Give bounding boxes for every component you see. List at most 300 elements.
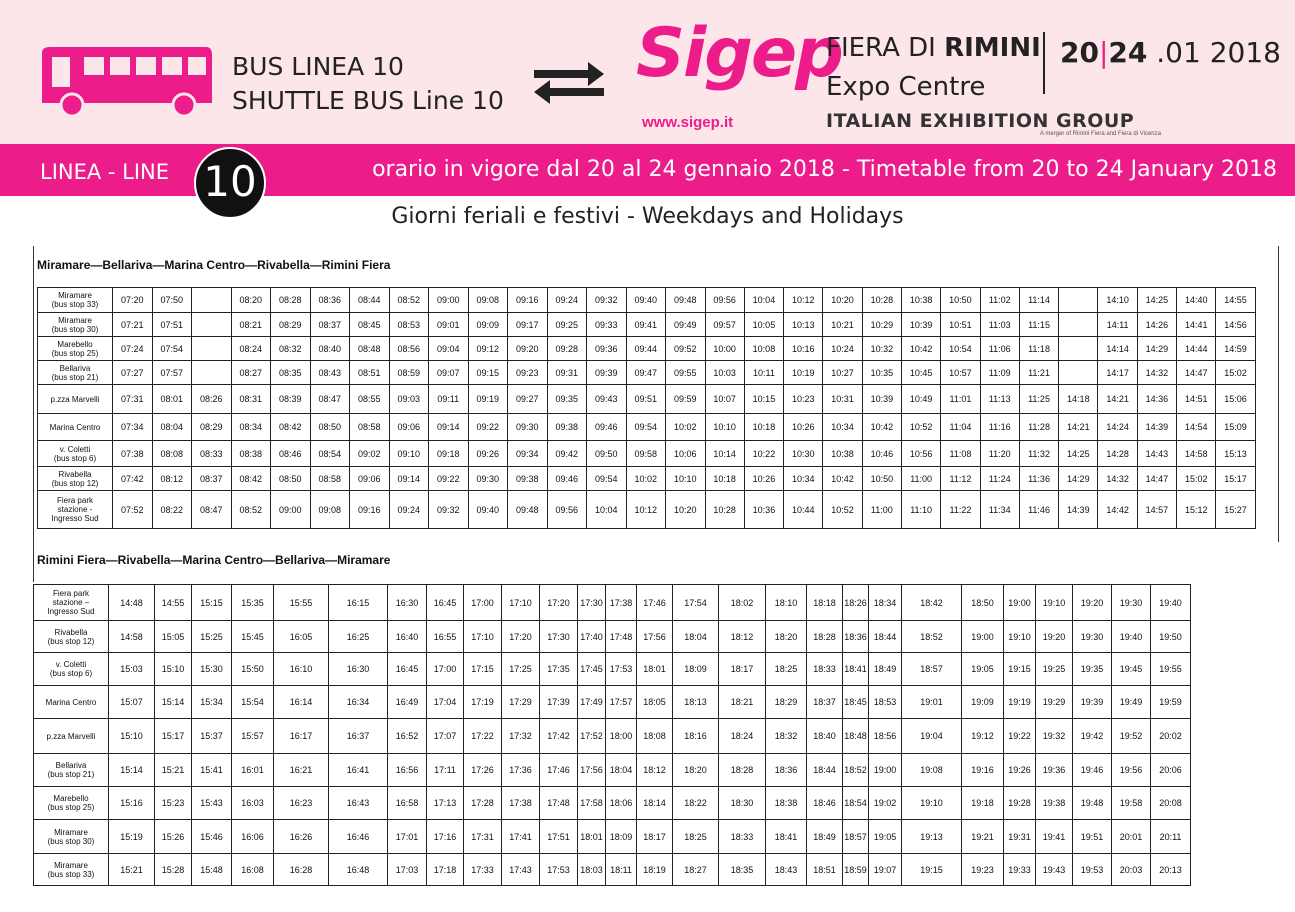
fair-name-bold: RIMINI xyxy=(944,33,1041,63)
departure-time: 08:55 xyxy=(350,385,390,414)
departure-time: 19:43 xyxy=(1036,854,1073,886)
departure-time: 16:23 xyxy=(274,787,329,820)
departure-time: 17:33 xyxy=(464,854,502,886)
validity-text: orario in vigore dal 20 al 24 gennaio 2018 - Timetable from 20 to 24 January 2018 xyxy=(372,157,1277,182)
departure-time: 17:38 xyxy=(606,585,637,621)
table-row xyxy=(38,385,1256,414)
departure-time: 19:05 xyxy=(962,653,1004,686)
departure-time: 16:17 xyxy=(274,719,329,754)
timetable1-title: Miramare—Bellariva—Marina Centro—Rivabella—Rimini Fiera xyxy=(37,258,391,272)
departure-time: 11:32 xyxy=(1019,441,1058,467)
departure-time: 09:01 xyxy=(429,313,469,337)
departure-time: 19:23 xyxy=(962,854,1004,886)
departure-time: 10:23 xyxy=(784,385,823,414)
departure-time xyxy=(1059,313,1098,337)
departure-time: 11:06 xyxy=(980,337,1019,361)
departure-time: 10:20 xyxy=(666,491,706,529)
bus-icon xyxy=(36,45,216,117)
departure-time: 16:15 xyxy=(329,585,388,621)
departure-time: 18:41 xyxy=(766,820,807,854)
departure-time: 10:10 xyxy=(666,467,706,491)
departure-time: 09:36 xyxy=(587,337,627,361)
departure-time: 10:15 xyxy=(744,385,783,414)
departure-time: 15:21 xyxy=(109,854,155,886)
departure-time: 08:27 xyxy=(231,361,271,385)
departure-time: 10:31 xyxy=(823,385,862,414)
stop-name: Rivabella (bus stop 12) xyxy=(34,621,109,653)
departure-time: 08:56 xyxy=(389,337,429,361)
departure-time: 14:51 xyxy=(1177,385,1216,414)
departure-time: 10:50 xyxy=(862,467,901,491)
departure-time: 17:40 xyxy=(578,621,606,653)
departure-time: 18:43 xyxy=(766,854,807,886)
departure-time: 18:08 xyxy=(637,719,673,754)
departure-time: 17:42 xyxy=(540,719,578,754)
departure-time: 10:39 xyxy=(901,313,940,337)
departure-time: 18:09 xyxy=(606,820,637,854)
departure-time: 20:03 xyxy=(1112,854,1151,886)
departure-time: 09:14 xyxy=(429,414,469,441)
departure-time: 10:02 xyxy=(626,467,666,491)
departure-time: 17:51 xyxy=(540,820,578,854)
date-separator: | xyxy=(1098,36,1109,69)
departure-time: 16:40 xyxy=(388,621,427,653)
departure-time: 18:22 xyxy=(673,787,719,820)
stop-name: Rivabella (bus stop 12) xyxy=(38,467,113,491)
departure-time: 10:04 xyxy=(587,491,627,529)
departure-time: 07:54 xyxy=(152,337,192,361)
departure-time: 14:47 xyxy=(1177,361,1216,385)
departure-time: 19:10 xyxy=(1004,621,1036,653)
departure-time: 09:22 xyxy=(468,414,508,441)
departure-time: 10:51 xyxy=(941,313,980,337)
departure-time: 09:31 xyxy=(547,361,587,385)
departure-time: 14:11 xyxy=(1098,313,1137,337)
departure-time: 17:53 xyxy=(606,653,637,686)
departure-time: 19:38 xyxy=(1036,787,1073,820)
departure-time: 15:28 xyxy=(155,854,192,886)
departure-time: 09:24 xyxy=(389,491,429,529)
departure-time: 19:10 xyxy=(1036,585,1073,621)
departure-time: 09:16 xyxy=(508,288,548,313)
departure-time: 15:02 xyxy=(1216,361,1255,385)
departure-time: 15:57 xyxy=(232,719,274,754)
departure-time: 07:34 xyxy=(113,414,153,441)
departure-time: 17:11 xyxy=(427,754,464,787)
departure-time: 16:55 xyxy=(427,621,464,653)
departure-time: 14:29 xyxy=(1137,337,1176,361)
departure-time: 08:08 xyxy=(152,441,192,467)
departure-time: 18:30 xyxy=(719,787,766,820)
departure-time: 19:26 xyxy=(1004,754,1036,787)
departure-time: 17:20 xyxy=(502,621,540,653)
departure-time: 19:48 xyxy=(1073,787,1112,820)
departure-time: 17:03 xyxy=(388,854,427,886)
departure-time: 09:08 xyxy=(310,491,350,529)
departure-time: 14:25 xyxy=(1059,441,1098,467)
departure-time: 10:28 xyxy=(705,491,744,529)
departure-time: 19:46 xyxy=(1073,754,1112,787)
departure-time: 11:09 xyxy=(980,361,1019,385)
departure-time: 15:43 xyxy=(192,787,232,820)
departure-time: 18:42 xyxy=(902,585,962,621)
departure-time: 19:19 xyxy=(1004,686,1036,719)
departure-time: 19:10 xyxy=(902,787,962,820)
table-row xyxy=(34,854,1191,886)
departure-time: 16:25 xyxy=(329,621,388,653)
stop-name: Miramare (bus stop 30) xyxy=(34,820,109,854)
departure-time: 11:08 xyxy=(941,441,980,467)
departure-time: 15:34 xyxy=(192,686,232,719)
departure-time: 17:15 xyxy=(464,653,502,686)
departure-time: 08:52 xyxy=(231,491,271,529)
departure-time: 09:52 xyxy=(666,337,706,361)
departure-time: 16:58 xyxy=(388,787,427,820)
stop-name: Fiera park stazione – Ingresso Sud xyxy=(34,585,109,621)
departure-time: 18:17 xyxy=(719,653,766,686)
departure-time: 11:02 xyxy=(980,288,1019,313)
departure-time: 14:43 xyxy=(1137,441,1176,467)
departure-time: 20:11 xyxy=(1151,820,1191,854)
date-end: 24 xyxy=(1108,36,1148,69)
departure-time: 10:57 xyxy=(941,361,980,385)
departure-time: 18:59 xyxy=(843,854,869,886)
departure-time: 09:46 xyxy=(547,467,587,491)
departure-time: 14:58 xyxy=(1177,441,1216,467)
departure-time: 19:40 xyxy=(1112,621,1151,653)
departure-time: 09:49 xyxy=(666,313,706,337)
departure-time: 10:30 xyxy=(784,441,823,467)
departure-time: 08:38 xyxy=(231,441,271,467)
departure-time: 19:29 xyxy=(1036,686,1073,719)
departure-time: 09:25 xyxy=(547,313,587,337)
departure-time: 08:40 xyxy=(310,337,350,361)
departure-time: 14:25 xyxy=(1137,288,1176,313)
departure-time: 10:38 xyxy=(901,288,940,313)
departure-time: 19:13 xyxy=(902,820,962,854)
departure-time: 17:53 xyxy=(540,854,578,886)
departure-time: 19:02 xyxy=(869,787,902,820)
departure-time xyxy=(192,288,232,313)
departure-time: 09:43 xyxy=(587,385,627,414)
departure-time: 08:28 xyxy=(271,288,311,313)
departure-time: 15:25 xyxy=(192,621,232,653)
departure-time: 19:50 xyxy=(1151,621,1191,653)
departure-time: 14:42 xyxy=(1098,491,1137,529)
departure-time: 16:37 xyxy=(329,719,388,754)
departure-time: 18:18 xyxy=(807,585,843,621)
table-row xyxy=(34,820,1191,854)
departure-time: 08:54 xyxy=(310,441,350,467)
departure-time: 14:10 xyxy=(1098,288,1137,313)
table-row xyxy=(34,585,1191,621)
stop-name: v. Coletti (bus stop 6) xyxy=(38,441,113,467)
departure-time: 10:18 xyxy=(705,467,744,491)
departure-time: 18:10 xyxy=(766,585,807,621)
departure-time: 19:52 xyxy=(1112,719,1151,754)
departure-time: 18:14 xyxy=(637,787,673,820)
departure-time: 18:28 xyxy=(807,621,843,653)
departure-time: 19:07 xyxy=(869,854,902,886)
departure-time: 17:01 xyxy=(388,820,427,854)
departure-time: 10:00 xyxy=(705,337,744,361)
header xyxy=(0,0,1295,144)
departure-time: 18:25 xyxy=(673,820,719,854)
departure-time: 11:16 xyxy=(980,414,1019,441)
stop-name: Bellariva (bus stop 21) xyxy=(38,361,113,385)
timetable2-table xyxy=(33,584,1191,886)
departure-time: 19:08 xyxy=(902,754,962,787)
departure-time: 10:34 xyxy=(823,414,862,441)
table-row xyxy=(34,754,1191,787)
departure-time: 18:46 xyxy=(807,787,843,820)
departure-time: 10:52 xyxy=(901,414,940,441)
departure-time: 16:08 xyxy=(232,854,274,886)
departure-time: 17:52 xyxy=(578,719,606,754)
departure-time: 10:11 xyxy=(744,361,783,385)
departure-time: 17:57 xyxy=(606,686,637,719)
departure-time: 09:06 xyxy=(389,414,429,441)
departure-time: 16:26 xyxy=(274,820,329,854)
departure-time: 17:36 xyxy=(502,754,540,787)
departure-time: 17:26 xyxy=(464,754,502,787)
departure-time: 18:38 xyxy=(766,787,807,820)
departure-time: 19:58 xyxy=(1112,787,1151,820)
departure-time: 09:16 xyxy=(350,491,390,529)
stop-name: Miramare (bus stop 33) xyxy=(34,854,109,886)
departure-time: 18:32 xyxy=(766,719,807,754)
departure-time: 08:37 xyxy=(310,313,350,337)
departure-time: 16:14 xyxy=(274,686,329,719)
date-start: 20 xyxy=(1060,36,1099,69)
departure-time: 10:05 xyxy=(744,313,783,337)
table-row xyxy=(38,467,1256,491)
departure-time: 19:41 xyxy=(1036,820,1073,854)
departure-time: 11:04 xyxy=(941,414,980,441)
departure-time: 10:12 xyxy=(626,491,666,529)
table-row xyxy=(34,653,1191,686)
departure-time: 07:42 xyxy=(113,467,153,491)
departure-time: 18:27 xyxy=(673,854,719,886)
departure-time: 16:34 xyxy=(329,686,388,719)
fair-subtitle: Expo Centre xyxy=(826,72,986,102)
departure-time: 19:49 xyxy=(1112,686,1151,719)
departure-time: 15:15 xyxy=(192,585,232,621)
departure-time: 18:20 xyxy=(766,621,807,653)
table-row xyxy=(38,491,1256,529)
departure-time: 14:18 xyxy=(1059,385,1098,414)
departure-time: 17:56 xyxy=(637,621,673,653)
departure-time: 09:41 xyxy=(626,313,666,337)
departure-time: 09:24 xyxy=(547,288,587,313)
departure-time: 08:43 xyxy=(310,361,350,385)
departure-time: 09:04 xyxy=(429,337,469,361)
departure-time: 15:48 xyxy=(192,854,232,886)
departure-time: 09:32 xyxy=(429,491,469,529)
departure-time: 14:56 xyxy=(1216,313,1255,337)
departure-time: 19:18 xyxy=(962,787,1004,820)
departure-time: 17:00 xyxy=(464,585,502,621)
departure-time: 10:12 xyxy=(784,288,823,313)
departure-time: 18:34 xyxy=(869,585,902,621)
departure-time: 17:29 xyxy=(502,686,540,719)
departure-time: 08:36 xyxy=(310,288,350,313)
table-row xyxy=(34,686,1191,719)
departure-time: 08:37 xyxy=(192,467,232,491)
departure-time: 11:46 xyxy=(1019,491,1058,529)
departure-time: 18:01 xyxy=(578,820,606,854)
departure-time: 09:54 xyxy=(587,467,627,491)
departure-time: 10:27 xyxy=(823,361,862,385)
departure-time: 09:20 xyxy=(508,337,548,361)
departure-time: 14:39 xyxy=(1059,491,1098,529)
departure-time: 19:00 xyxy=(869,754,902,787)
departure-time: 17:16 xyxy=(427,820,464,854)
departure-time: 09:17 xyxy=(508,313,548,337)
departure-time: 19:51 xyxy=(1073,820,1112,854)
logo-url[interactable]: www.sigep.it xyxy=(642,114,734,131)
departure-time: 16:48 xyxy=(329,854,388,886)
departure-time: 10:28 xyxy=(862,288,901,313)
table-row xyxy=(38,361,1256,385)
departure-time: 16:10 xyxy=(274,653,329,686)
departure-time: 17:49 xyxy=(578,686,606,719)
departure-time: 19:20 xyxy=(1036,621,1073,653)
departure-time: 18:33 xyxy=(807,653,843,686)
event-date xyxy=(1060,36,1281,69)
stop-name: Marina Centro xyxy=(38,414,113,441)
departure-time: 18:12 xyxy=(637,754,673,787)
departure-time: 14:47 xyxy=(1137,467,1176,491)
departure-time: 14:59 xyxy=(1216,337,1255,361)
departure-time: 09:03 xyxy=(389,385,429,414)
departure-time: 15:54 xyxy=(232,686,274,719)
departure-time: 15:50 xyxy=(232,653,274,686)
departure-time: 09:30 xyxy=(508,414,548,441)
departure-time: 09:27 xyxy=(508,385,548,414)
departure-time: 15:46 xyxy=(192,820,232,854)
departure-time: 18:04 xyxy=(606,754,637,787)
departure-time: 10:46 xyxy=(862,441,901,467)
table-row xyxy=(34,621,1191,653)
departure-time: 19:09 xyxy=(962,686,1004,719)
stop-name: Marebello (bus stop 25) xyxy=(34,787,109,820)
departure-time: 19:39 xyxy=(1073,686,1112,719)
departure-time: 15:10 xyxy=(155,653,192,686)
departure-time: 11:10 xyxy=(901,491,940,529)
departure-time: 15:16 xyxy=(109,787,155,820)
departure-time: 15:26 xyxy=(155,820,192,854)
departure-time: 18:20 xyxy=(673,754,719,787)
departure-time: 14:21 xyxy=(1098,385,1137,414)
departure-time: 10:44 xyxy=(784,491,823,529)
departure-time: 15:14 xyxy=(155,686,192,719)
departure-time: 19:45 xyxy=(1112,653,1151,686)
departure-time: 08:45 xyxy=(350,313,390,337)
departure-time: 17:30 xyxy=(578,585,606,621)
departure-time: 11:00 xyxy=(862,491,901,529)
line-label: LINEA - LINE xyxy=(40,160,170,184)
departure-time: 07:51 xyxy=(152,313,192,337)
departure-time: 18:54 xyxy=(843,787,869,820)
departure-time: 08:46 xyxy=(271,441,311,467)
departure-time: 11:18 xyxy=(1019,337,1058,361)
departure-time: 09:46 xyxy=(587,414,627,441)
departure-time: 09:09 xyxy=(468,313,508,337)
departure-time: 19:36 xyxy=(1036,754,1073,787)
departure-time: 09:48 xyxy=(508,491,548,529)
departure-time: 11:01 xyxy=(941,385,980,414)
departure-time: 17:22 xyxy=(464,719,502,754)
departure-time: 19:20 xyxy=(1073,585,1112,621)
departure-time: 18:02 xyxy=(719,585,766,621)
departure-time: 18:49 xyxy=(807,820,843,854)
departure-time: 10:16 xyxy=(784,337,823,361)
departure-time: 11:24 xyxy=(980,467,1019,491)
departure-time: 09:02 xyxy=(350,441,390,467)
departure-time: 15:23 xyxy=(155,787,192,820)
departure-time: 09:38 xyxy=(547,414,587,441)
departure-time: 17:54 xyxy=(673,585,719,621)
departure-time: 20:06 xyxy=(1151,754,1191,787)
departure-time: 15:10 xyxy=(109,719,155,754)
departure-time: 07:24 xyxy=(113,337,153,361)
departure-time xyxy=(1059,361,1098,385)
departure-time: 18:17 xyxy=(637,820,673,854)
departure-time: 11:14 xyxy=(1019,288,1058,313)
departure-time: 08:47 xyxy=(310,385,350,414)
departure-time: 10:04 xyxy=(744,288,783,313)
departure-time: 08:58 xyxy=(310,467,350,491)
departure-time: 08:26 xyxy=(192,385,232,414)
departure-time: 11:20 xyxy=(980,441,1019,467)
departure-time: 16:06 xyxy=(232,820,274,854)
departure-time: 18:51 xyxy=(807,854,843,886)
departure-time: 19:40 xyxy=(1151,585,1191,621)
departure-time: 09:56 xyxy=(705,288,744,313)
stop-name: v. Coletti (bus stop 6) xyxy=(34,653,109,686)
departure-time: 11:21 xyxy=(1019,361,1058,385)
departure-time: 15:17 xyxy=(155,719,192,754)
departure-time: 15:55 xyxy=(274,585,329,621)
departure-time: 19:01 xyxy=(902,686,962,719)
departure-time: 18:45 xyxy=(843,686,869,719)
group-subtitle: A merger of Rimini Fiera and Fiera di Vicenza xyxy=(1040,131,1161,137)
departure-time: 19:30 xyxy=(1073,621,1112,653)
departure-time: 14:28 xyxy=(1098,441,1137,467)
departure-time: 19:00 xyxy=(1004,585,1036,621)
departure-time: 10:22 xyxy=(744,441,783,467)
departure-time: 09:06 xyxy=(350,467,390,491)
departure-time: 07:50 xyxy=(152,288,192,313)
departure-time: 15:03 xyxy=(109,653,155,686)
departure-time: 08:48 xyxy=(350,337,390,361)
departure-time: 10:13 xyxy=(784,313,823,337)
departure-time: 19:28 xyxy=(1004,787,1036,820)
table-row xyxy=(38,441,1256,467)
departure-time: 18:09 xyxy=(673,653,719,686)
departure-time: 09:08 xyxy=(468,288,508,313)
line-number-badge: 10 xyxy=(194,147,266,219)
departure-time: 17:13 xyxy=(427,787,464,820)
departure-time: 10:24 xyxy=(823,337,862,361)
departure-time: 16:46 xyxy=(329,820,388,854)
departure-time: 10:56 xyxy=(901,441,940,467)
departure-time: 09:40 xyxy=(468,491,508,529)
departure-time: 15:45 xyxy=(232,621,274,653)
departure-time: 16:30 xyxy=(388,585,427,621)
departure-time: 18:40 xyxy=(807,719,843,754)
